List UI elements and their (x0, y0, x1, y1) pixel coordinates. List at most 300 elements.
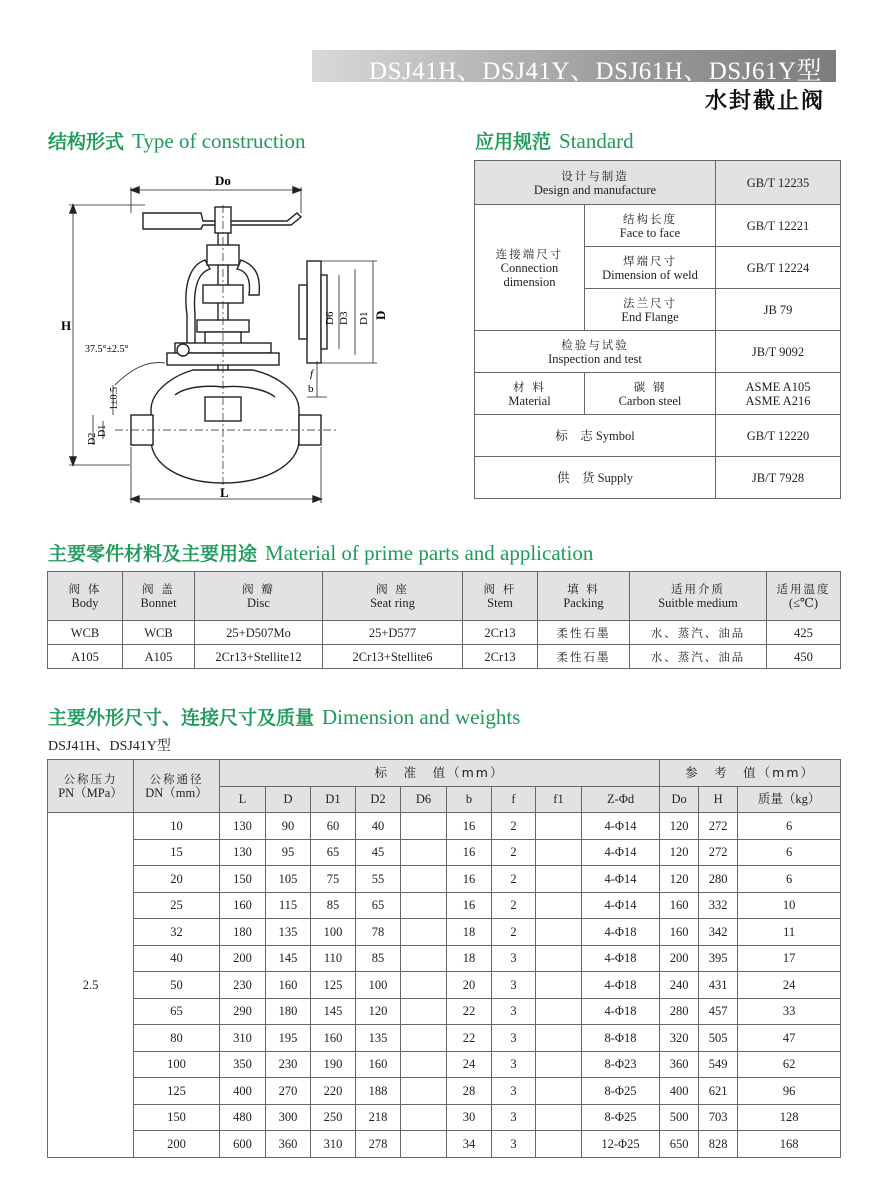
dimensions-cell: 145 (266, 945, 311, 972)
flange-value: JB 79 (716, 289, 841, 331)
dimensions-cell: 505 (699, 1025, 738, 1052)
materials-header-row (48, 572, 841, 621)
label-flange-d1: D1 (358, 311, 370, 325)
materials-header-en: Suitble medium (658, 596, 738, 610)
materials-cell: 2Cr13 (463, 621, 538, 645)
dimensions-cell: 110 (311, 945, 356, 972)
dimensions-column-header: Do (660, 786, 699, 813)
dimensions-cell: 200 (220, 945, 266, 972)
dimensions-cell: 16 (447, 892, 492, 919)
reference-values-header: 参 考 值（mm） (660, 760, 841, 787)
dimensions-cell: 10 (738, 892, 841, 919)
material-cell (475, 373, 585, 415)
materials-cell: 450 (767, 645, 841, 669)
materials-header-cell (48, 572, 123, 621)
dimensions-cell: 10 (134, 813, 220, 840)
dimensions-cell: 16 (447, 866, 492, 893)
dimensions-cell: 278 (356, 1131, 401, 1158)
dimensions-cell: 230 (266, 1051, 311, 1078)
dimensions-column-header: f (492, 786, 536, 813)
label-d1: D1 (97, 424, 108, 437)
dimensions-cell: 2 (492, 866, 536, 893)
dimensions-cell (536, 839, 582, 866)
dimensions-heading-en: Dimension and weights (322, 705, 521, 729)
dimensions-cell: 22 (447, 1025, 492, 1052)
dimensions-cell: 3 (492, 1104, 536, 1131)
dimensions-cell: 188 (356, 1078, 401, 1105)
dimensions-cell: 332 (699, 892, 738, 919)
standard-table (474, 160, 841, 499)
dimensions-cell: 3 (492, 972, 536, 999)
dimensions-row (48, 1104, 841, 1131)
dimensions-row (48, 866, 841, 893)
dimensions-cell (536, 1131, 582, 1158)
inspection-cell (475, 331, 716, 373)
pn-header-en: PN（MPa） (58, 786, 123, 800)
dimensions-cell: 85 (311, 892, 356, 919)
dimensions-column-header: f1 (536, 786, 582, 813)
dimensions-cell (536, 998, 582, 1025)
dimensions-column-header: Z-Φd (582, 786, 660, 813)
dimensions-cell: 62 (738, 1051, 841, 1078)
dimensions-cell: 180 (220, 919, 266, 946)
materials-header-cell (463, 572, 538, 621)
dimensions-cell (401, 1078, 447, 1105)
dimensions-cell: 4-Φ14 (582, 892, 660, 919)
dimensions-column-header: D1 (311, 786, 356, 813)
dimensions-cell: 33 (738, 998, 841, 1025)
dimensions-cell: 703 (699, 1104, 738, 1131)
dimensions-heading (48, 703, 520, 730)
dimensions-cell: 300 (266, 1104, 311, 1131)
dimensions-cell: 25 (134, 892, 220, 919)
dimensions-cell: 45 (356, 839, 401, 866)
dimensions-cell: 30 (447, 1104, 492, 1131)
construction-heading (48, 127, 306, 154)
dimensions-cell: 480 (220, 1104, 266, 1131)
flange-zh: 法兰尺寸 (623, 295, 677, 310)
materials-cell: 425 (767, 621, 841, 645)
dimensions-cell: 50 (134, 972, 220, 999)
dn-header-zh: 公称通径 (149, 772, 204, 786)
materials-header-en: Seat ring (370, 596, 415, 610)
model-title: DSJ41H、DSJ41Y、DSJ61H、DSJ61Y型 (369, 58, 822, 85)
dimensions-cell: 360 (660, 1051, 699, 1078)
dimensions-row (48, 1025, 841, 1052)
dimensions-cell: 190 (311, 1051, 356, 1078)
dimensions-cell (536, 945, 582, 972)
dimensions-row (48, 945, 841, 972)
weld-value: GB/T 12224 (716, 247, 841, 289)
design-en: Design and manufacture (533, 182, 657, 197)
connection-zh: 连接端尺寸 (495, 246, 564, 261)
label-b: b (308, 383, 314, 395)
connection-en1: Connection (500, 260, 559, 275)
dimensions-cell: 95 (266, 839, 311, 866)
dimensions-cell: 12-Φ25 (582, 1131, 660, 1158)
dimensions-cell: 85 (356, 945, 401, 972)
dimensions-cell: 55 (356, 866, 401, 893)
materials-header-cell (630, 572, 767, 621)
dimensions-cell: 115 (266, 892, 311, 919)
dimensions-cell: 100 (311, 919, 356, 946)
dimensions-cell: 16 (447, 813, 492, 840)
dimensions-column-header: L (220, 786, 266, 813)
dimensions-cell: 3 (492, 1051, 536, 1078)
dimensions-cell: 218 (356, 1104, 401, 1131)
materials-header-zh: 阀 盖 (142, 582, 175, 596)
materials-heading-zh: 主要零件材料及主要用途 (48, 543, 258, 565)
materials-header-zh: 阀 杆 (483, 582, 517, 596)
dimensions-row (48, 1078, 841, 1105)
materials-cell: 柔性石墨 (538, 621, 630, 645)
materials-cell: A105 (48, 645, 123, 669)
dimensions-cell (536, 1051, 582, 1078)
dimensions-cell: 3 (492, 1131, 536, 1158)
face-cell (585, 205, 716, 247)
materials-cell: 水、蒸汽、油品 (630, 621, 767, 645)
dimensions-cell (536, 919, 582, 946)
dimensions-cell: 8-Φ18 (582, 1025, 660, 1052)
dimensions-cell (536, 892, 582, 919)
dimensions-cell: 4-Φ18 (582, 945, 660, 972)
dimensions-cell: 160 (220, 892, 266, 919)
dimensions-cell: 100 (356, 972, 401, 999)
materials-cell: 2Cr13+Stellite12 (195, 645, 323, 669)
dimensions-cell: 2 (492, 919, 536, 946)
dimensions-cell: 400 (220, 1078, 266, 1105)
materials-header-cell (538, 572, 630, 621)
materials-header-zh: 阀 体 (68, 582, 102, 596)
dimensions-cell (401, 998, 447, 1025)
weld-en: Dimension of weld (602, 267, 698, 282)
supply-value: JB/T 7928 (716, 457, 841, 499)
dimensions-cell: 78 (356, 919, 401, 946)
dimensions-cell: 195 (266, 1025, 311, 1052)
materials-cell: 25+D507Mo (195, 621, 323, 645)
dimensions-cell: 40 (134, 945, 220, 972)
dimensions-cell: 650 (660, 1131, 699, 1158)
dimensions-cell: 200 (134, 1131, 220, 1158)
dimensions-cell: 8-Φ23 (582, 1051, 660, 1078)
dimensions-cell: 8-Φ25 (582, 1078, 660, 1105)
title-bar (312, 50, 836, 85)
dimensions-cell: 17 (738, 945, 841, 972)
dimensions-cell (401, 919, 447, 946)
dimensions-cell: 828 (699, 1131, 738, 1158)
dimensions-cell: 47 (738, 1025, 841, 1052)
materials-header-en: Packing (563, 596, 604, 610)
dimensions-subtitle: DSJ41H、DSJ41Y型 (48, 739, 171, 754)
dimensions-cell: 431 (699, 972, 738, 999)
dimensions-cell: 270 (266, 1078, 311, 1105)
materials-header-cell (123, 572, 195, 621)
materials-cell: 25+D577 (323, 621, 463, 645)
dimensions-cell: 28 (447, 1078, 492, 1105)
dimensions-cell: 15 (134, 839, 220, 866)
construction-heading-zh: 结构形式 (48, 131, 125, 153)
material-value-2: ASME A216 (745, 393, 811, 408)
dimensions-cell (536, 972, 582, 999)
dimensions-cell: 125 (134, 1078, 220, 1105)
pn-value-cell: 2.5 (48, 813, 134, 1158)
dimensions-cell: 120 (660, 866, 699, 893)
dimensions-cell: 160 (266, 972, 311, 999)
connection-en2: dimension (503, 274, 556, 289)
label-tolerance: 1±0.5 (109, 387, 120, 410)
materials-heading (48, 539, 593, 566)
dimensions-cell: 230 (220, 972, 266, 999)
dimensions-cell: 457 (699, 998, 738, 1025)
inspection-zh: 检验与试验 (561, 337, 629, 352)
pn-header-zh: 公称压力 (63, 772, 118, 786)
weld-zh: 焊端尺寸 (623, 253, 677, 268)
dimensions-cell: 4-Φ14 (582, 813, 660, 840)
dimensions-cell: 4-Φ18 (582, 998, 660, 1025)
materials-header-zh: 阀 瓣 (242, 582, 275, 596)
dimensions-cell: 2 (492, 839, 536, 866)
materials-cell: 2Cr13 (463, 645, 538, 669)
materials-header-en: Body (71, 596, 99, 610)
dimensions-heading-zh: 主要外形尺寸、连接尺寸及质量 (48, 707, 315, 729)
dimensions-cell: 65 (311, 839, 356, 866)
dimensions-cell: 8-Φ25 (582, 1104, 660, 1131)
dimensions-column-header: D6 (401, 786, 447, 813)
dimensions-cell (401, 813, 447, 840)
dimensions-row (48, 998, 841, 1025)
dimensions-cell: 160 (660, 892, 699, 919)
dimensions-cell: 342 (699, 919, 738, 946)
dimensions-cell: 320 (660, 1025, 699, 1052)
dimensions-cell: 4-Φ18 (582, 972, 660, 999)
materials-header-zh: 阀 座 (376, 582, 409, 596)
dimensions-cell: 220 (311, 1078, 356, 1105)
dimensions-column-header: D (266, 786, 311, 813)
dimensions-row (48, 813, 841, 840)
dimensions-column-header: b (447, 786, 492, 813)
construction-heading-en: Type of construction (132, 129, 306, 153)
dimensions-cell (536, 1104, 582, 1131)
dimensions-cell: 4-Φ18 (582, 919, 660, 946)
dimensions-cell: 130 (220, 813, 266, 840)
dimensions-cell: 180 (266, 998, 311, 1025)
symbol-cell: 标 志 Symbol (475, 415, 716, 457)
dimensions-cell: 3 (492, 1025, 536, 1052)
materials-heading-en: Material of prime parts and application (265, 541, 594, 565)
label-d0: Do (215, 173, 231, 188)
dimensions-cell: 250 (311, 1104, 356, 1131)
dimensions-cell: 280 (660, 998, 699, 1025)
label-angle: 37.5°±2.5° (85, 344, 129, 355)
dimensions-cell: 2 (492, 813, 536, 840)
dimensions-cell (536, 1078, 582, 1105)
dimensions-cell: 18 (447, 919, 492, 946)
dimensions-cell: 120 (356, 998, 401, 1025)
dimensions-cell: 40 (356, 813, 401, 840)
dimensions-cell: 272 (699, 813, 738, 840)
dimensions-row (48, 1051, 841, 1078)
materials-header-zh: 填 料 (567, 582, 600, 596)
dimensions-cell: 160 (356, 1051, 401, 1078)
materials-header-en: Disc (247, 596, 270, 610)
dimensions-cell: 310 (220, 1025, 266, 1052)
dimensions-cell: 4-Φ14 (582, 866, 660, 893)
label-flange-d: D (373, 310, 388, 320)
standard-heading-zh: 应用规范 (475, 131, 552, 153)
pn-header (48, 760, 134, 813)
dimensions-body (48, 813, 841, 1158)
dimensions-cell: 4-Φ14 (582, 839, 660, 866)
dimensions-cell (401, 945, 447, 972)
connection-cell (475, 205, 585, 331)
symbol-value: GB/T 12220 (716, 415, 841, 457)
dimensions-cell: 75 (311, 866, 356, 893)
dimensions-cell: 160 (311, 1025, 356, 1052)
materials-header-en: Bonnet (140, 596, 177, 610)
dimensions-cell: 32 (134, 919, 220, 946)
materials-header-en: (≤℃) (788, 596, 819, 610)
design-cell (475, 161, 716, 205)
valve-drawing (55, 165, 395, 510)
dimensions-cell: 135 (356, 1025, 401, 1052)
dimensions-cell: 18 (447, 945, 492, 972)
dimensions-cell (401, 1051, 447, 1078)
dimensions-cell: 16 (447, 839, 492, 866)
dimensions-cell: 290 (220, 998, 266, 1025)
dn-header (134, 760, 220, 813)
dimensions-cell (536, 1025, 582, 1052)
standard-heading-en: Standard (559, 129, 634, 153)
dimensions-cell: 100 (134, 1051, 220, 1078)
label-f: f (310, 368, 314, 380)
dimensions-row (48, 1131, 841, 1158)
inspection-en: Inspection and test (548, 351, 642, 366)
dn-header-en: DN（mm） (145, 786, 208, 800)
dimensions-cell: 20 (134, 866, 220, 893)
dimensions-cell: 20 (447, 972, 492, 999)
label-h: H (61, 318, 72, 333)
label-d6: D6 (324, 311, 336, 325)
dimensions-cell: 350 (220, 1051, 266, 1078)
dimensions-cell: 272 (699, 839, 738, 866)
dimensions-cell (401, 1131, 447, 1158)
dimensions-cell: 24 (447, 1051, 492, 1078)
label-l: L (220, 485, 229, 500)
materials-header-cell (323, 572, 463, 621)
dimensions-cell: 135 (266, 919, 311, 946)
materials-cell: 水、蒸汽、油品 (630, 645, 767, 669)
dimensions-cell: 395 (699, 945, 738, 972)
dimensions-cell: 360 (266, 1131, 311, 1158)
dimensions-cell: 22 (447, 998, 492, 1025)
dimensions-cell: 60 (311, 813, 356, 840)
materials-body (48, 621, 841, 669)
dimensions-row (48, 892, 841, 919)
dimensions-cell: 120 (660, 813, 699, 840)
dimensions-column-header: H (699, 786, 738, 813)
dimensions-cell: 145 (311, 998, 356, 1025)
dimensions-cell: 600 (220, 1131, 266, 1158)
dimensions-cell: 549 (699, 1051, 738, 1078)
weld-cell (585, 247, 716, 289)
dimensions-cell (536, 813, 582, 840)
materials-header-en: Stem (487, 596, 513, 610)
material-value-1: ASME A105 (745, 379, 811, 394)
valve-name: 水封截止阀 (704, 89, 825, 114)
dimensions-cell: 105 (266, 866, 311, 893)
dimensions-row (48, 972, 841, 999)
dimensions-row (48, 839, 841, 866)
standard-values-header: 标 准 值（mm） (220, 760, 660, 787)
dimensions-cell: 125 (311, 972, 356, 999)
dimensions-cell: 200 (660, 945, 699, 972)
dimensions-cell: 65 (356, 892, 401, 919)
dimensions-column-header: D2 (356, 786, 401, 813)
dimensions-cell: 3 (492, 945, 536, 972)
dimensions-cell: 150 (220, 866, 266, 893)
design-zh: 设计与制造 (561, 168, 629, 183)
face-value: GB/T 12221 (716, 205, 841, 247)
material-zh: 材 料 (513, 379, 546, 394)
material-en: Material (508, 393, 551, 408)
dimensions-cell: 2 (492, 892, 536, 919)
dimensions-cell (401, 1104, 447, 1131)
dimensions-cell: 500 (660, 1104, 699, 1131)
material-value (716, 373, 841, 415)
materials-row (48, 621, 841, 645)
dimensions-cell: 6 (738, 839, 841, 866)
dimensions-cell: 24 (738, 972, 841, 999)
materials-cell: A105 (123, 645, 195, 669)
dimensions-cell (401, 866, 447, 893)
flange-en: End Flange (621, 309, 679, 324)
materials-row (48, 645, 841, 669)
materials-table (47, 571, 841, 669)
label-d2: D2 (87, 432, 98, 445)
dimensions-cell: 80 (134, 1025, 220, 1052)
dimensions-cell: 3 (492, 998, 536, 1025)
design-value: GB/T 12235 (716, 161, 841, 205)
dimensions-cell (401, 972, 447, 999)
face-en: Face to face (619, 225, 681, 240)
materials-header-cell (195, 572, 323, 621)
dimensions-cell: 168 (738, 1131, 841, 1158)
dimensions-cell: 34 (447, 1131, 492, 1158)
supply-cell: 供 货 Supply (475, 457, 716, 499)
carbon-steel-en: Carbon steel (618, 393, 682, 408)
dimensions-cell: 128 (738, 1104, 841, 1131)
dimensions-cell: 280 (699, 866, 738, 893)
label-d3: D3 (338, 311, 350, 325)
dimensions-cell (401, 839, 447, 866)
dimensions-cell: 6 (738, 813, 841, 840)
dimensions-cell (536, 866, 582, 893)
dimensions-cell: 621 (699, 1078, 738, 1105)
carbon-steel-zh: 碳 钢 (633, 379, 667, 394)
dimensions-cell: 310 (311, 1131, 356, 1158)
standard-heading (475, 127, 634, 154)
dimensions-cell: 96 (738, 1078, 841, 1105)
inspection-value: JB/T 9092 (716, 331, 841, 373)
materials-cell: WCB (123, 621, 195, 645)
dimensions-cell: 150 (134, 1104, 220, 1131)
carbon-steel-cell (585, 373, 716, 415)
dimensions-cell: 120 (660, 839, 699, 866)
dimensions-table (47, 759, 841, 1158)
face-zh: 结构长度 (623, 211, 677, 226)
dimensions-column-header: 质量（kg） (738, 786, 841, 813)
dimensions-cell: 11 (738, 919, 841, 946)
